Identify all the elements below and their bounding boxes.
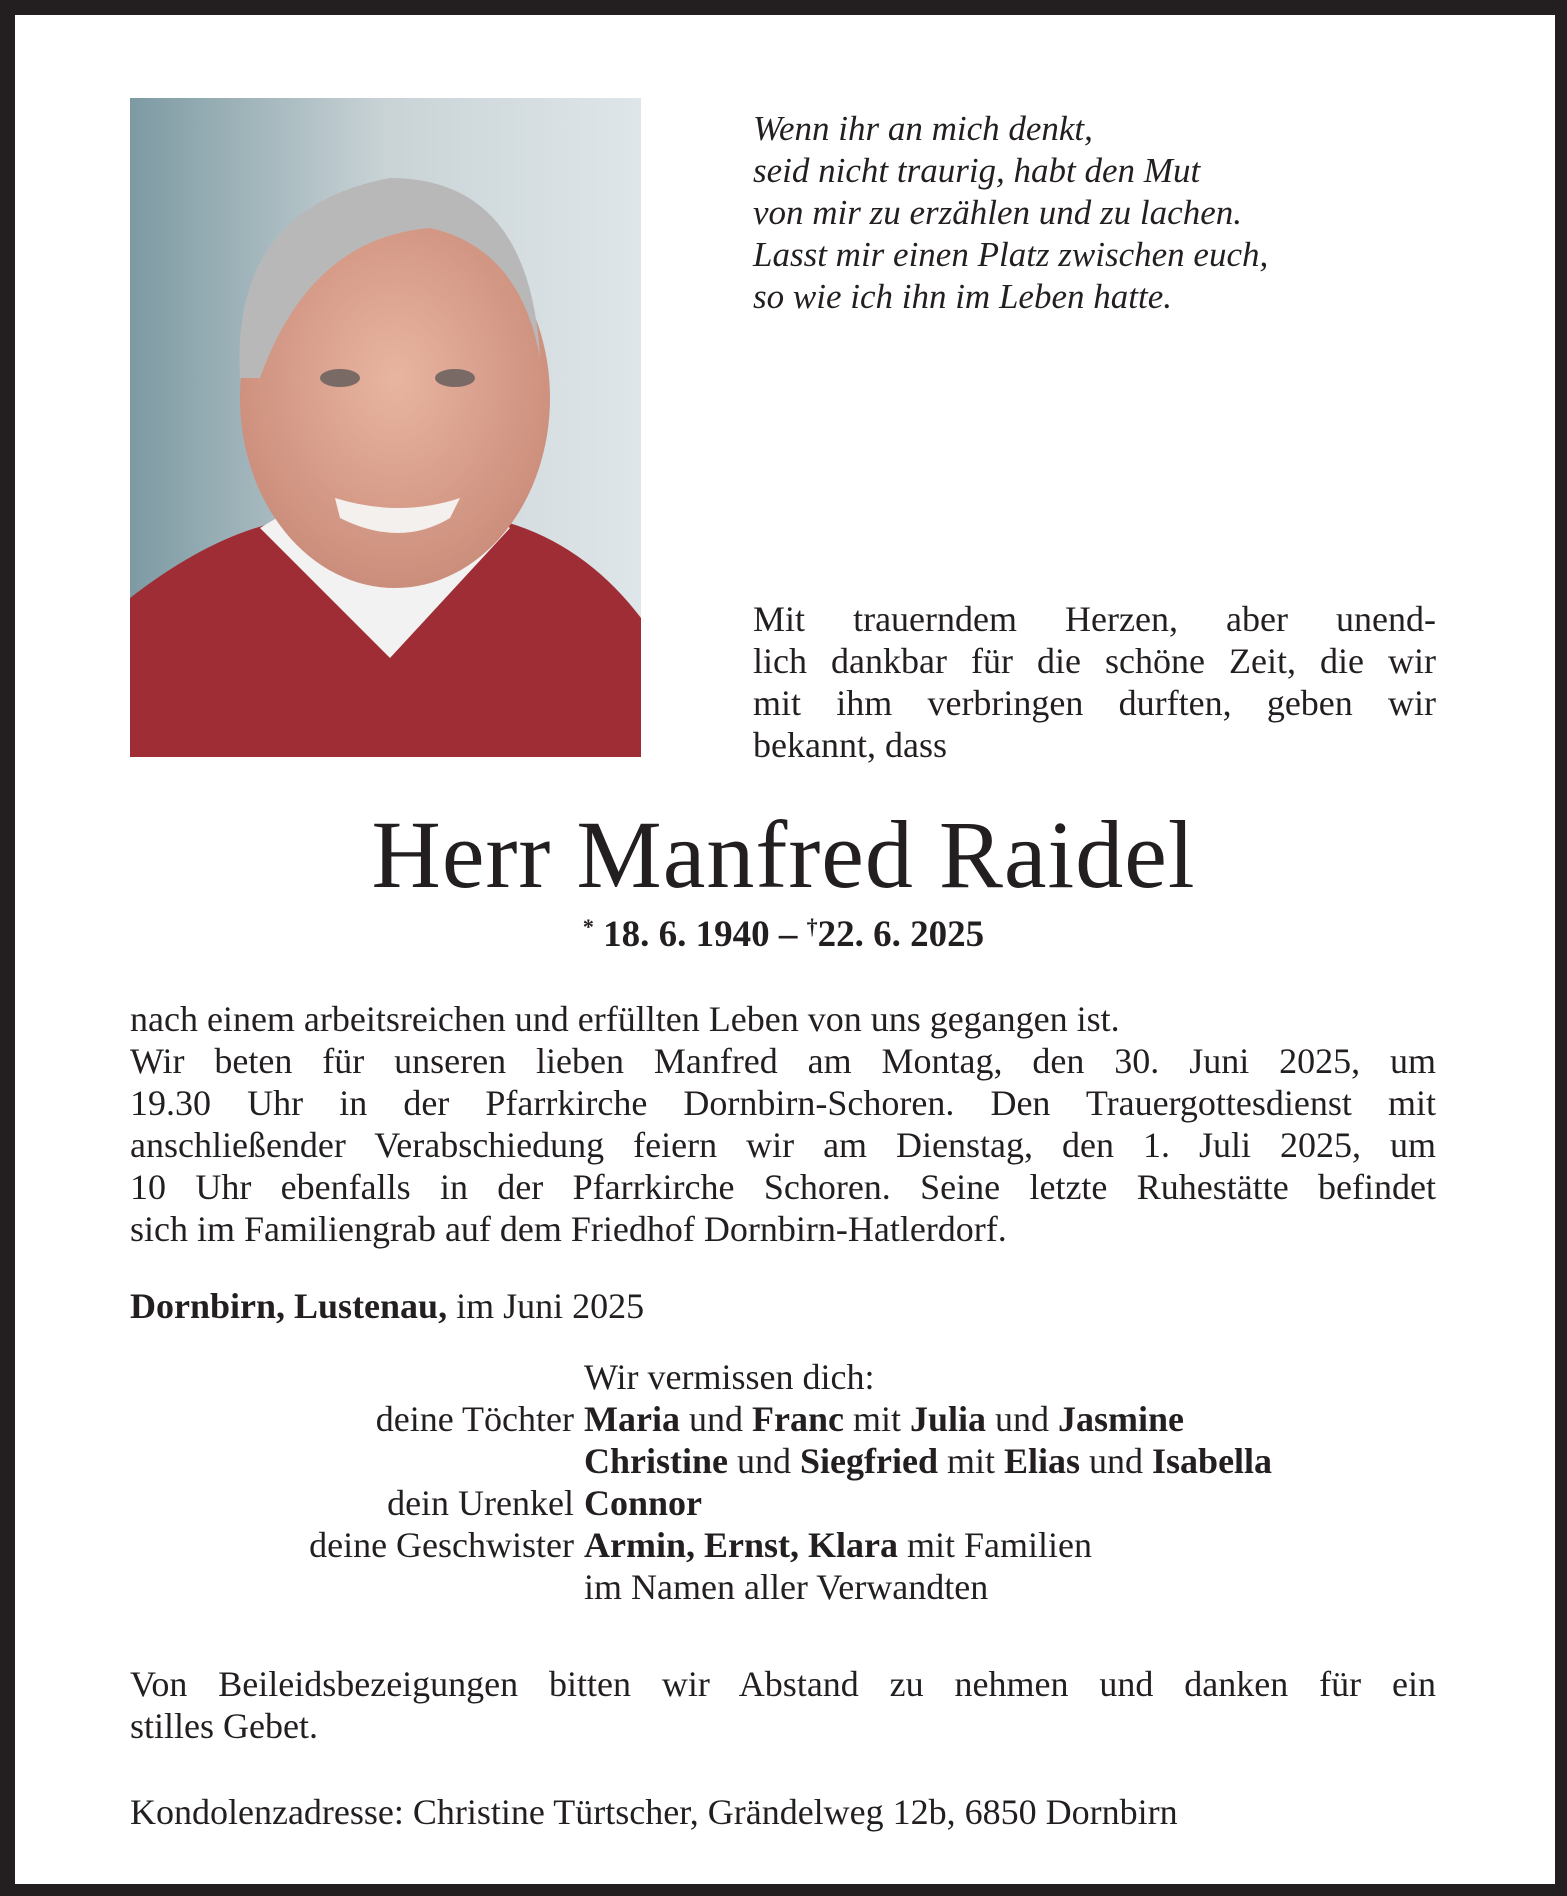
- date-separator: –: [769, 914, 807, 955]
- connector-text: mit: [843, 1399, 910, 1439]
- mourner-name: Armin, Ernst, Klara: [584, 1525, 898, 1565]
- mourner-relation: [130, 1440, 584, 1482]
- birth-symbol: *: [582, 914, 594, 939]
- mourner-row: [130, 1482, 1436, 1524]
- announcement-body: [130, 998, 1436, 1250]
- death-date: 22. 6. 2025: [817, 914, 985, 955]
- poem-line: so wie ich ihn im Leben hatte.: [753, 277, 1172, 316]
- deceased-name: Herr Manfred Raidel: [371, 801, 1196, 908]
- intro-line: bekannt, dass: [753, 725, 947, 765]
- death-symbol: †: [806, 914, 818, 939]
- mourner-names: [584, 1440, 1436, 1482]
- mourner-relation: deine Töchter: [375, 1399, 574, 1439]
- body-line: 10 Uhr ebenfalls in der Pfarrkirche Schoren. Seine letzte Ruhestätte befindet: [130, 1167, 1436, 1207]
- mourner-row: [130, 1566, 1436, 1608]
- place-names: Dornbirn, Lustenau,: [130, 1286, 448, 1326]
- mourner-row: [130, 1398, 1436, 1440]
- place-date: [130, 1285, 644, 1327]
- body-line: anschließender Verabschiedung feiern wir am Dienstag, den 1. Juli 2025, um: [130, 1125, 1436, 1165]
- intro-text: [753, 598, 1436, 766]
- mourner-row: [130, 1524, 1436, 1566]
- mourners-list: [130, 1356, 1436, 1608]
- closing-text: [130, 1663, 1436, 1747]
- poem-line: seid nicht traurig, habt den Mut: [753, 151, 1201, 190]
- connector-text: und: [679, 1399, 752, 1439]
- portrait-photo: [130, 98, 641, 757]
- connector-text: mit: [937, 1441, 1004, 1481]
- condolence-address: Kondolenzadresse: Christine Türtscher, Grändelweg 12b, 6850 Dornbirn: [130, 1792, 1178, 1832]
- mourner-names: [584, 1524, 1436, 1566]
- mourner-row: [130, 1440, 1436, 1482]
- life-dates: [0, 913, 1567, 956]
- poem-line: von mir zu erzählen und zu lachen.: [753, 193, 1242, 232]
- mourner-name: Franc: [751, 1399, 844, 1439]
- intro-line: mit ihm verbringen durften, geben wir: [753, 683, 1436, 723]
- connector-text: mit Familien: [897, 1525, 1092, 1565]
- mourner-name: Connor: [584, 1483, 703, 1523]
- mourner-name: Christine: [584, 1441, 728, 1481]
- intro-line: lich dankbar für die schöne Zeit, die wir: [753, 641, 1436, 681]
- mourner-name: Siegfried: [800, 1441, 938, 1481]
- body-line: 19.30 Uhr in der Pfarrkirche Dornbirn-Schoren. Den Trauergottesdienst mit: [130, 1083, 1436, 1123]
- poem-line: Lasst mir einen Platz zwischen euch,: [753, 235, 1269, 274]
- mourner-names: [584, 1398, 1436, 1440]
- connector-text: und: [1080, 1441, 1153, 1481]
- mourners-heading: Wir vermissen dich:: [584, 1357, 875, 1397]
- connector-text: im Namen aller Verwandten: [584, 1567, 989, 1607]
- body-line: Wir beten für unseren lieben Manfred am Montag, den 30. Juni 2025, um: [130, 1041, 1436, 1081]
- poem: [753, 108, 1268, 318]
- mourner-name: Elias: [1004, 1441, 1081, 1481]
- mourner-name: Isabella: [1152, 1441, 1273, 1481]
- mourner-name: Maria: [584, 1399, 680, 1439]
- mourner-relation: [130, 1566, 584, 1608]
- body-line: sich im Familiengrab auf dem Friedhof Dornbirn-Hatlerdorf.: [130, 1209, 1007, 1249]
- closing-line: stilles Gebet.: [130, 1706, 318, 1746]
- intro-line: Mit trauerndem Herzen, aber unend-: [753, 599, 1436, 639]
- mourner-name: Julia: [909, 1399, 986, 1439]
- connector-text: und: [728, 1441, 800, 1481]
- mourner-relation: dein Urenkel: [387, 1483, 574, 1523]
- connector-text: und: [985, 1399, 1058, 1439]
- poem-line: Wenn ihr an mich denkt,: [753, 109, 1093, 148]
- body-line: nach einem arbeitsreichen und erfüllten Leben von uns gegangen ist.: [130, 999, 1120, 1039]
- mourner-name: Jasmine: [1057, 1399, 1184, 1439]
- mourner-relation: deine Geschwister: [309, 1525, 574, 1565]
- closing-line: Von Beileidsbezeigungen bitten wir Abstand zu nehmen und danken für ein: [130, 1664, 1436, 1704]
- mourner-names: [584, 1482, 1436, 1524]
- month-year: im Juni 2025: [447, 1286, 645, 1326]
- birth-date: 18. 6. 1940: [603, 914, 770, 955]
- mourner-names: [584, 1566, 1436, 1608]
